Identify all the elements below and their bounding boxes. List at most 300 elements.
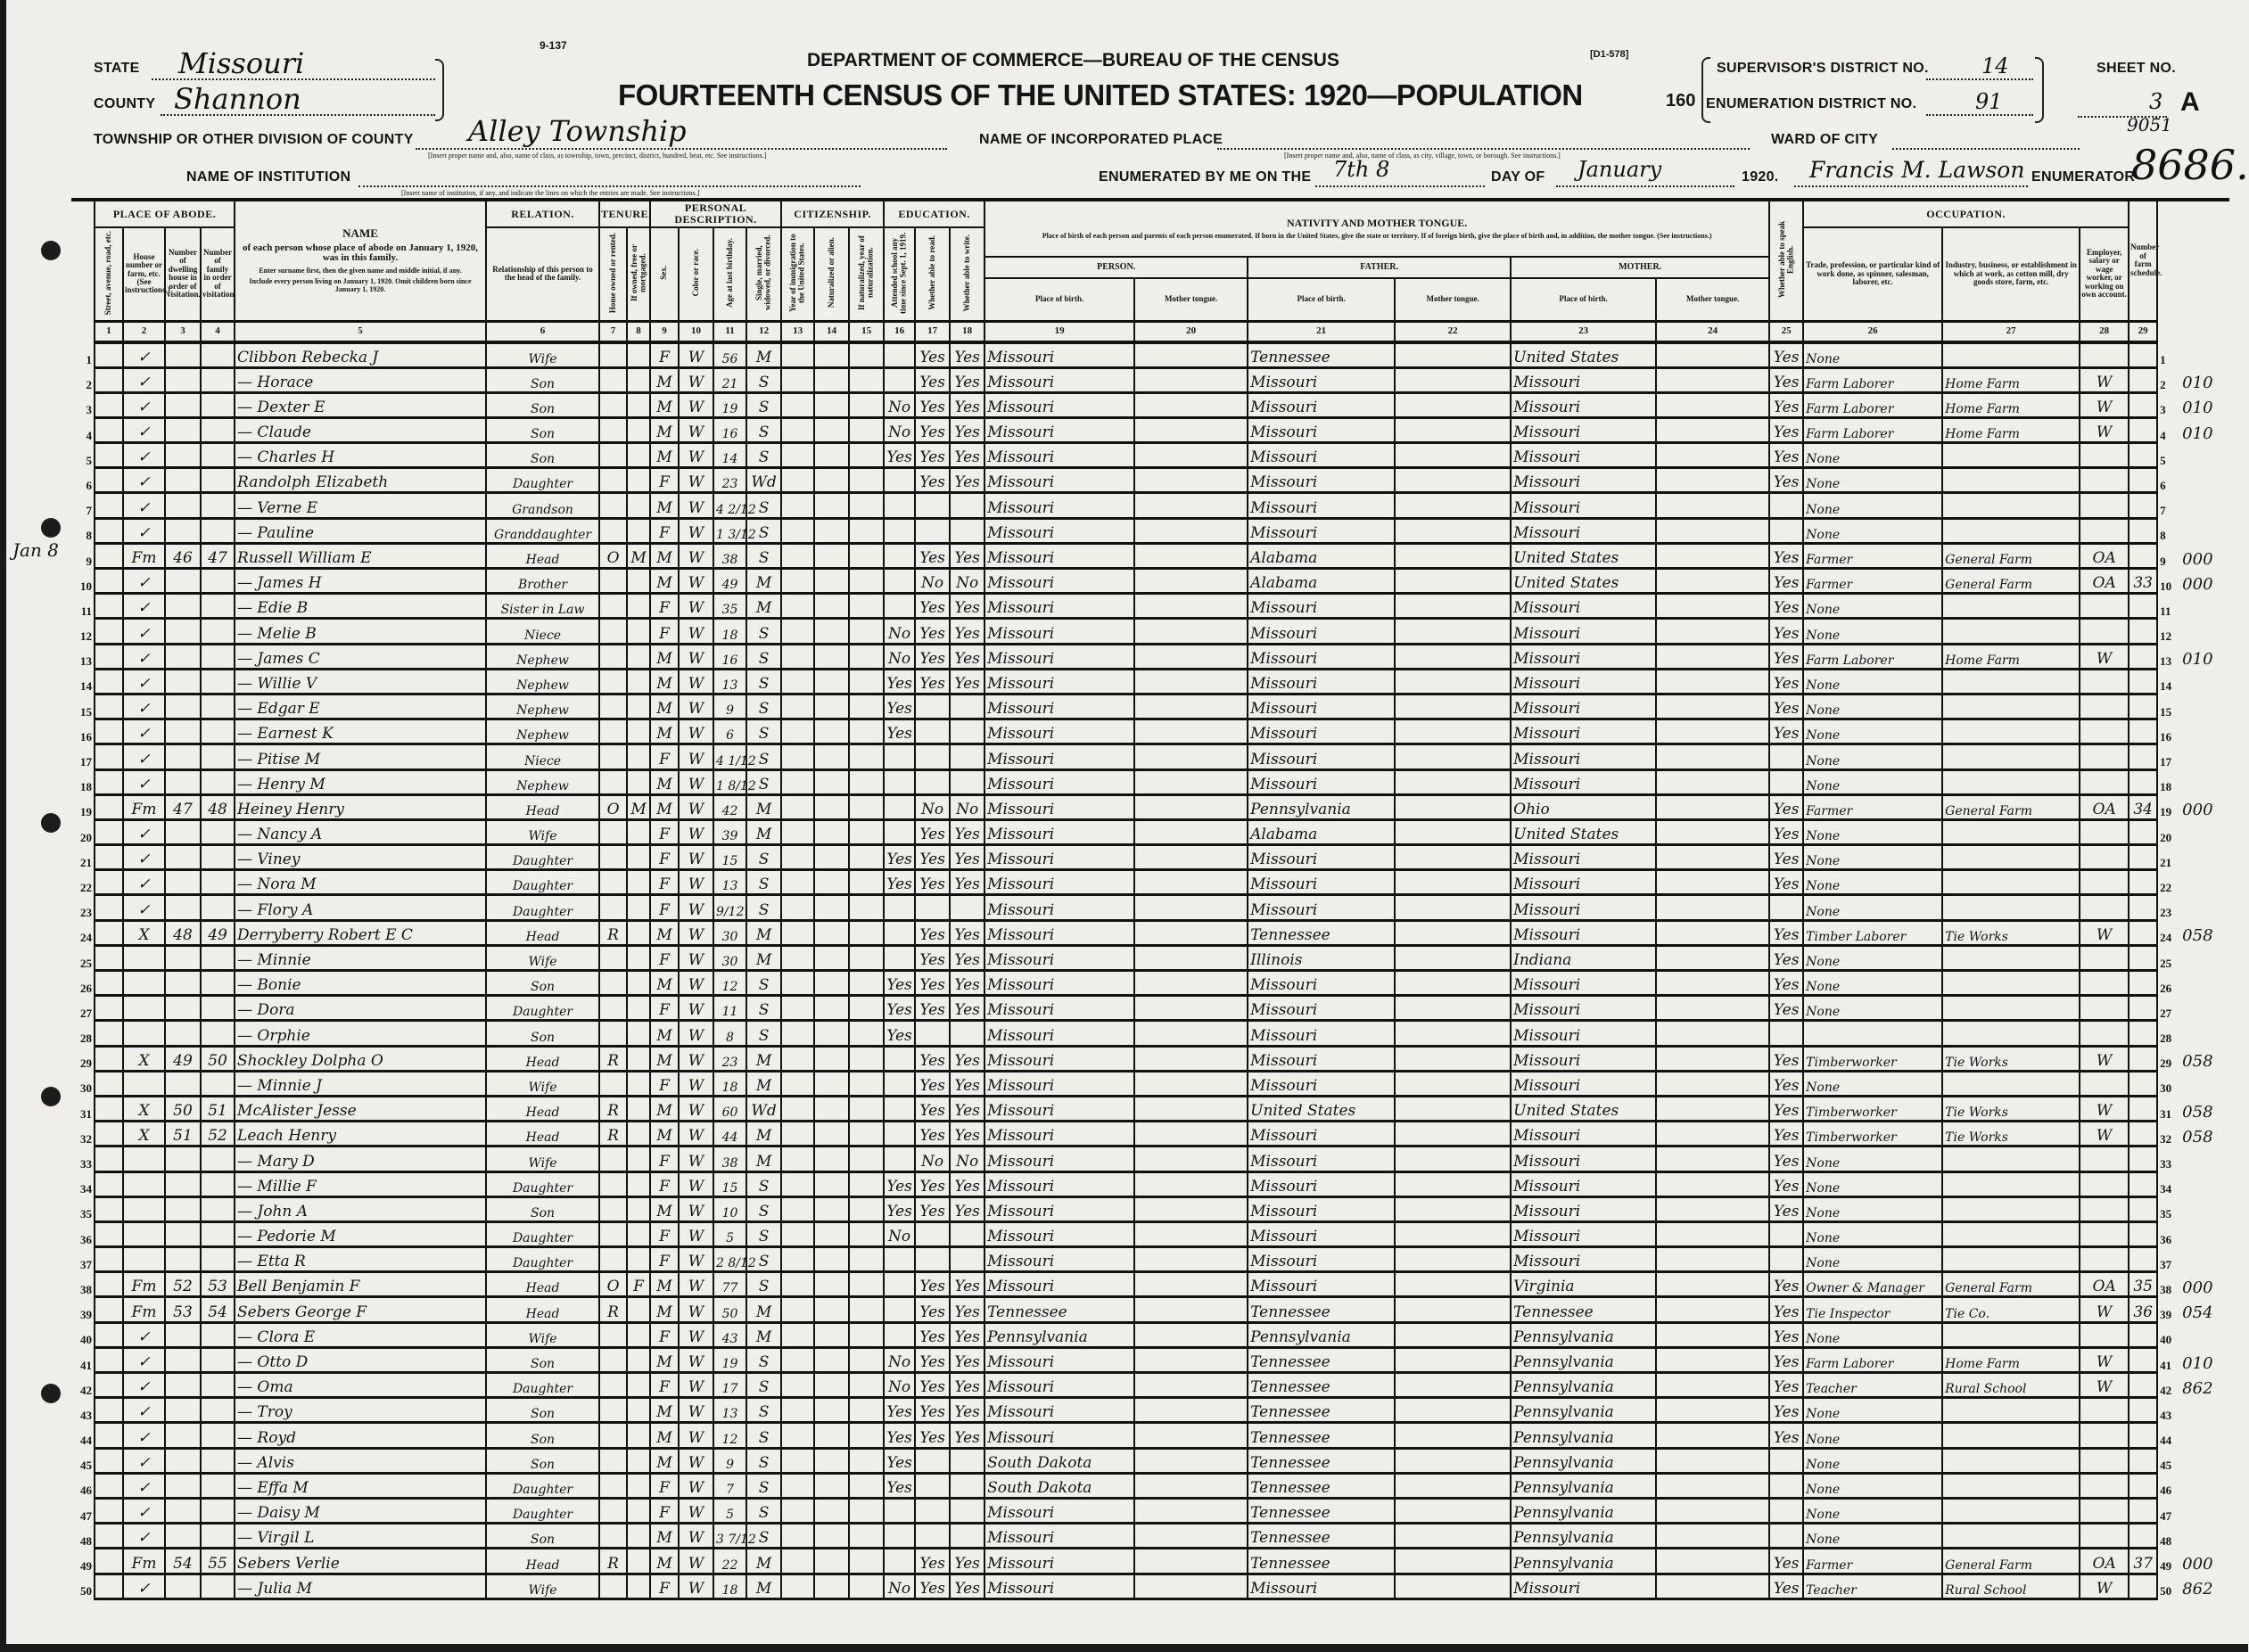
cell-street [95,1524,123,1549]
cell-able-to-read [915,719,950,744]
cell-father-birthplace: Tennessee [1248,1373,1395,1398]
cell-free-mortgaged [627,342,650,368]
line-number: 24 [80,931,92,945]
cell-father-birthplace: Missouri [1248,744,1395,769]
cell-industry [1942,493,2080,518]
cell-street [95,920,123,945]
cell-employment-class [2080,1423,2129,1448]
cell-free-mortgaged [627,719,650,744]
table-row [71,644,2229,669]
column-number-5: 5 [235,321,486,342]
cell-sex: M [650,971,679,996]
cell-able-to-read [915,493,950,518]
cell-mother-mother-tongue [1656,669,1769,694]
cell-color-race: W [679,719,713,744]
cell-family-number: 55 [201,1549,235,1574]
cell-immigration-year [781,1096,814,1121]
cell-employment-class: OA [2080,794,2129,819]
margin-code [2180,1448,2229,1473]
cell-free-mortgaged [627,468,650,493]
cell-farm-schedule-number: 34 [2129,794,2157,819]
cell-mother-mother-tongue [1656,1071,1769,1096]
cell-employment-class [2080,1221,2129,1246]
cell-color-race: W [679,996,713,1021]
enumerator-name: Francis M. Lawson [1809,157,2025,183]
cell-color-race: W [679,794,713,819]
cell-immigration-year [781,945,814,970]
cell-able-to-read: Yes [915,1373,950,1398]
cell-farm-schedule-number [2129,1122,2157,1147]
line-number-right: 38 [2160,1282,2172,1296]
cell-birthplace: Missouri [984,1347,1134,1372]
cell-marital-status: S [746,1398,781,1423]
cell-person-name: — Melie B [235,619,486,644]
line-number-right: 10 [2160,579,2172,593]
cell-free-mortgaged: M [627,543,650,568]
cell-dwelling-number: 52 [165,1272,201,1297]
cell-dwelling-number [165,769,201,794]
cell-free-mortgaged [627,895,650,920]
cell-marital-status: S [746,1347,781,1372]
cell-naturalization-year [849,1473,884,1498]
cell-trade: None [1803,1196,1942,1221]
cell-age: 1 3/12 [713,518,746,543]
cell-home-owned-rented [599,719,627,744]
cell-father-mother-tongue [1395,845,1511,870]
cell-age: 18 [713,1574,746,1599]
cell-person-name: — Royd [235,1423,486,1448]
column-number-7: 7 [599,321,627,342]
cell-marital-status: M [746,1574,781,1599]
cell-industry [1942,1196,2080,1221]
cell-age: 8 [713,1021,746,1046]
cell-naturalized [814,569,849,594]
cell-employment-class [2080,669,2129,694]
cell-attended-school [884,1147,915,1171]
cell-naturalization-year [849,1196,884,1221]
col-16-header [884,227,915,321]
cell-dwelling-number [165,594,201,619]
cell-speaks-english: Yes [1769,417,1803,442]
line-number-right: 33 [2160,1157,2172,1171]
cell-birthplace: Missouri [984,971,1134,996]
cell-naturalized [814,996,849,1021]
cell-mother-birthplace: Pennsylvania [1511,1398,1656,1423]
cell-father-birthplace: Alabama [1248,569,1395,594]
cell-free-mortgaged [627,819,650,844]
cell-family-number [201,870,235,895]
cell-industry: Rural School [1942,1373,2080,1398]
cell-employment-class [2080,744,2129,769]
cell-naturalization-year [849,417,884,442]
cell-attended-school [884,1096,915,1121]
cell-father-mother-tongue [1395,1498,1511,1523]
cell-mother-birthplace: Missouri [1511,895,1656,920]
cell-person-name: — Flory A [235,895,486,920]
cell-mother-birthplace: United States [1511,342,1656,368]
cell-sex: M [650,1549,679,1574]
table-row [71,870,2229,895]
cell-house-number-farm: ✓ [123,342,165,368]
cell-mother-tongue [1134,417,1248,442]
cell-farm-schedule-number [2129,1021,2157,1046]
group-tenure: TENURE. [599,200,650,227]
line-number: 1 [86,353,92,366]
cell-immigration-year [781,845,814,870]
cell-free-mortgaged [627,1498,650,1523]
cell-able-to-write [950,1473,984,1498]
cell-dwelling-number [165,367,201,392]
cell-mother-birthplace: Pennsylvania [1511,1423,1656,1448]
margin-code [2180,719,2229,744]
cell-relationship: Son [486,971,599,996]
table-row [71,417,2229,442]
cell-street [95,1122,123,1147]
cell-color-race: W [679,1347,713,1372]
cell-street [95,845,123,870]
cell-immigration-year [781,392,814,417]
cell-industry [1942,945,2080,970]
incorporated-place-hint: [Insert proper name and, also, name of class, as city, village, town, or borough. See instructions.] [1284,152,1561,160]
cell-home-owned-rented [599,1247,627,1272]
cell-able-to-write: No [950,794,984,819]
cell-color-race: W [679,1096,713,1121]
cell-employment-class [2080,342,2129,368]
table-row [71,1021,2229,1046]
cell-trade: None [1803,819,1942,844]
cell-sex: F [650,1247,679,1272]
punch-hole-icon [41,241,61,260]
line-number-right: 41 [2160,1358,2172,1372]
cell-naturalization-year [849,1347,884,1372]
cell-employment-class [2080,971,2129,996]
cell-mother-tongue [1134,392,1248,417]
cell-father-mother-tongue [1395,895,1511,920]
cell-dwelling-number [165,694,201,719]
cell-family-number [201,669,235,694]
cell-farm-schedule-number [2129,1247,2157,1272]
cell-dwelling-number [165,1347,201,1372]
enumerated-day-line [1315,185,1485,187]
cell-trade: None [1803,971,1942,996]
cell-able-to-read: Yes [915,870,950,895]
cell-age: 7 [713,1473,746,1498]
cell-farm-schedule-number [2129,644,2157,669]
cell-house-number-farm: X [123,1096,165,1121]
cell-sex: F [650,996,679,1021]
line-number: 41 [80,1358,92,1372]
cell-home-owned-rented [599,819,627,844]
cell-age: 12 [713,971,746,996]
cell-father-birthplace: Missouri [1248,1021,1395,1046]
cell-dwelling-number [165,1147,201,1171]
cell-father-birthplace: United States [1248,1096,1395,1121]
cell-house-number-farm: Fm [123,1272,165,1297]
cell-sex: F [650,594,679,619]
cell-naturalized [814,1398,849,1423]
cell-farm-schedule-number [2129,845,2157,870]
cell-industry [1942,1071,2080,1096]
column-number-2: 2 [123,321,165,342]
cell-mother-tongue [1134,1549,1248,1574]
cell-farm-schedule-number [2129,493,2157,518]
cell-marital-status: S [746,644,781,669]
cell-mother-tongue [1134,543,1248,568]
cell-mother-mother-tongue [1656,392,1769,417]
cell-birthplace: Missouri [984,694,1134,719]
nativity-father: FATHER. [1248,257,1511,278]
cell-trade: Farm Laborer [1803,392,1942,417]
cell-house-number-farm: ✓ [123,569,165,594]
enumerator-line [1794,185,2028,187]
cell-immigration-year [781,1247,814,1272]
cell-house-number-farm [123,971,165,996]
cell-mother-tongue [1134,971,1248,996]
cell-naturalized [814,1071,849,1096]
column-number-23: 23 [1511,321,1656,342]
cell-mother-birthplace: Missouri [1511,1247,1656,1272]
cell-employment-class: W [2080,1046,2129,1071]
cell-farm-schedule-number [2129,945,2157,970]
cell-mother-tongue [1134,1423,1248,1448]
cell-trade: Timber Laborer [1803,920,1942,945]
column-number-11: 11 [713,321,746,342]
col-8-desc: If owned, free or mortgaged. [629,244,647,301]
cell-relationship: Son [486,1347,599,1372]
table-row [71,1096,2229,1121]
cell-mother-mother-tongue [1656,794,1769,819]
cell-speaks-english: Yes [1769,1171,1803,1196]
cell-house-number-farm [123,945,165,970]
margin-code: 010 [2182,423,2213,443]
margin-code [2180,996,2229,1021]
line-number: 20 [80,830,92,844]
line-number: 47 [80,1508,92,1523]
cell-sex: M [650,1448,679,1473]
cell-relationship: Wife [486,819,599,844]
cell-immigration-year [781,417,814,442]
cell-color-race: W [679,920,713,945]
cell-able-to-read: Yes [915,1423,950,1448]
cell-free-mortgaged [627,1398,650,1423]
cell-naturalization-year [849,845,884,870]
cell-trade: Farm Laborer [1803,644,1942,669]
cell-employment-class: W [2080,1297,2129,1322]
margin-code [2180,1071,2229,1096]
cell-industry [1942,719,2080,744]
cell-birthplace: Missouri [984,518,1134,543]
cell-mother-tongue [1134,1448,1248,1473]
cell-attended-school: No [884,1221,915,1246]
cell-free-mortgaged [627,1096,650,1121]
cell-mother-birthplace: Virginia [1511,1272,1656,1297]
cell-dwelling-number: 49 [165,1046,201,1071]
cell-birthplace: Missouri [984,367,1134,392]
cell-family-number: 50 [201,1046,235,1071]
cell-home-owned-rented [599,1373,627,1398]
cell-birthplace: Missouri [984,920,1134,945]
cell-immigration-year [781,1071,814,1096]
col-25-header [1769,200,1803,321]
cell-age: 23 [713,1046,746,1071]
cell-mother-mother-tongue [1656,1272,1769,1297]
cell-speaks-english [1769,1473,1803,1498]
cell-naturalization-year [849,744,884,769]
cell-dwelling-number [165,1021,201,1046]
cell-father-birthplace: Missouri [1248,719,1395,744]
cell-immigration-year [781,1272,814,1297]
cell-immigration-year [781,1021,814,1046]
column-number-26: 26 [1803,321,1942,342]
cell-color-race: W [679,569,713,594]
cell-naturalization-year [849,1096,884,1121]
cell-street [95,971,123,996]
cell-free-mortgaged [627,845,650,870]
cell-attended-school: Yes [884,1398,915,1423]
col-7-header [599,227,627,321]
cell-attended-school [884,744,915,769]
cell-person-name: — Edie B [235,594,486,619]
table-row [71,342,2229,368]
cell-father-birthplace: Missouri [1248,996,1395,1021]
cell-employment-class [2080,443,2129,468]
cell-naturalization-year [849,493,884,518]
cell-marital-status: S [746,694,781,719]
cell-relationship: Son [486,392,599,417]
cell-able-to-read: Yes [915,594,950,619]
cell-relationship: Nephew [486,719,599,744]
cell-father-mother-tongue [1395,1574,1511,1599]
cell-color-race: W [679,392,713,417]
cell-able-to-read: No [915,1147,950,1171]
cell-mother-mother-tongue [1656,1297,1769,1322]
cell-mother-birthplace: Missouri [1511,468,1656,493]
cell-birthplace: Missouri [984,996,1134,1021]
margin-code: 000 [2182,1555,2213,1574]
col-14-header [814,227,849,321]
enumeration-district-line [1926,114,2033,116]
cell-street [95,1498,123,1523]
column-number-21: 21 [1248,321,1395,342]
cell-attended-school [884,1272,915,1297]
margin-code [2180,1147,2229,1171]
cell-attended-school [884,769,915,794]
line-number: 46 [80,1484,92,1498]
group-relation: RELATION. [486,200,599,227]
cell-mother-birthplace: Missouri [1511,1071,1656,1096]
cell-attended-school [884,543,915,568]
cell-trade: Farm Laborer [1803,367,1942,392]
cell-industry [1942,1448,2080,1473]
cell-mother-tongue [1134,1096,1248,1121]
cell-marital-status: M [746,1071,781,1096]
cell-industry: Tie Works [1942,1122,2080,1147]
cell-mother-mother-tongue [1656,1473,1769,1498]
cell-birthplace: Missouri [984,1096,1134,1121]
cell-family-number [201,845,235,870]
cell-family-number [201,1221,235,1246]
cell-father-mother-tongue [1395,669,1511,694]
cell-employment-class [2080,1398,2129,1423]
line-number-right: 39 [2160,1308,2172,1322]
cell-person-name: — Dora [235,996,486,1021]
cell-father-birthplace: Missouri [1248,1147,1395,1171]
cell-dwelling-number [165,1498,201,1523]
cell-marital-status: S [746,996,781,1021]
line-number: 31 [80,1106,92,1121]
cell-able-to-write: Yes [950,1122,984,1147]
cell-free-mortgaged [627,1524,650,1549]
name-column-header [235,200,486,321]
cell-dwelling-number [165,392,201,417]
col-3-header: Number of dwelling house in order of visitation. [165,227,201,321]
cell-attended-school [884,819,915,844]
cell-naturalized [814,1448,849,1473]
table-row [71,895,2229,920]
cell-farm-schedule-number [2129,367,2157,392]
cell-immigration-year [781,895,814,920]
cell-speaks-english [1769,1524,1803,1549]
margin-code [2180,518,2229,543]
cell-able-to-write: Yes [950,1398,984,1423]
cell-home-owned-rented [599,342,627,368]
line-number: 27 [80,1006,92,1020]
cell-employment-class [2080,996,2129,1021]
cell-employment-class [2080,1171,2129,1196]
cell-industry [1942,1423,2080,1448]
cell-home-owned-rented [599,1498,627,1523]
cell-father-mother-tongue [1395,1071,1511,1096]
line-number-right: 4 [2160,428,2166,442]
cell-industry [1942,594,2080,619]
cell-color-race: W [679,845,713,870]
cell-father-birthplace: Tennessee [1248,1398,1395,1423]
cell-age: 42 [713,794,746,819]
cell-immigration-year [781,443,814,468]
cell-trade: Timberworker [1803,1122,1942,1147]
cell-person-name: — Willie V [235,669,486,694]
cell-dwelling-number [165,845,201,870]
cell-sex: M [650,493,679,518]
cell-speaks-english: Yes [1769,619,1803,644]
cell-employment-class: W [2080,1122,2129,1147]
cell-speaks-english: Yes [1769,1147,1803,1171]
group-place-of-abode: PLACE OF ABODE. [95,200,235,227]
cell-trade: Timberworker [1803,1046,1942,1071]
cell-mother-tongue [1134,1524,1248,1549]
cell-marital-status: S [746,719,781,744]
cell-family-number [201,895,235,920]
cell-speaks-english: Yes [1769,971,1803,996]
cell-industry: Home Farm [1942,392,2080,417]
cell-speaks-english: Yes [1769,694,1803,719]
cell-free-mortgaged [627,744,650,769]
cell-naturalized [814,1524,849,1549]
cell-marital-status: S [746,1448,781,1473]
cell-home-owned-rented [599,1322,627,1347]
cell-sex: F [650,1373,679,1398]
cell-home-owned-rented [599,417,627,442]
cell-color-race: W [679,694,713,719]
cell-farm-schedule-number [2129,342,2157,368]
cell-age: 9 [713,694,746,719]
cell-naturalization-year [849,895,884,920]
cell-attended-school: Yes [884,1423,915,1448]
cell-able-to-read: Yes [915,1297,950,1322]
line-number-right: 22 [2160,880,2172,894]
margin-code [2180,744,2229,769]
cell-industry [1942,1021,2080,1046]
